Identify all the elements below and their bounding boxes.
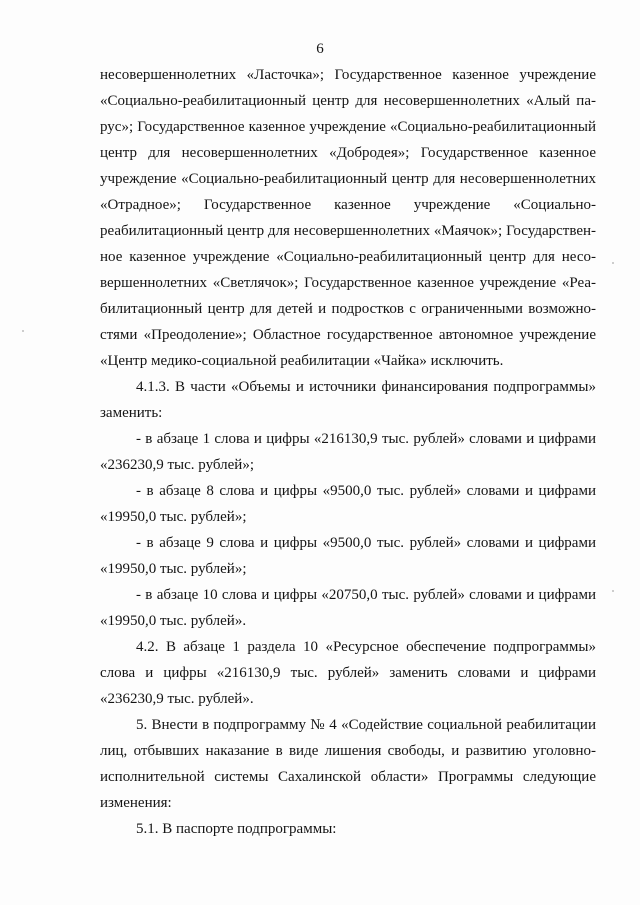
text-line: заменить: <box>100 405 163 421</box>
text-line: «236230,9 тыс. рублей»; <box>100 457 254 473</box>
text-line: центр для несовершеннолетних «Добродея»; Государственное казенное <box>100 145 596 161</box>
text-line: лиц, отбывших наказание в виде лишения свободы, и развитию уголовно- <box>100 743 596 759</box>
text-line: ное казенное учреждение «Социально-реабилитационный центр для несо- <box>100 249 596 265</box>
text-line: билитационный центр для детей и подростков с ограниченными возможно- <box>100 301 596 317</box>
page-number: 6 <box>316 41 324 57</box>
text-line: слова и цифры «216130,9 тыс. рублей» заменить словами и цифрами <box>100 665 596 681</box>
text-line: «19950,0 тыс. рублей». <box>100 613 247 629</box>
text-line: «Социально-реабилитационный центр для несовершеннолетних «Алый па- <box>100 93 596 109</box>
text-line: «19950,0 тыс. рублей»; <box>100 561 247 577</box>
text-line: 5.1. В паспорте подпрограммы: <box>136 821 337 837</box>
text-line: 4.2. В абзаце 1 раздела 10 «Ресурсное обеспечение подпрограммы» <box>136 639 596 655</box>
text-line: - в абзаце 1 слова и цифры «216130,9 тыс. рублей» словами и цифрами <box>136 431 596 447</box>
scan-speck <box>22 330 24 332</box>
text-line: - в абзаце 8 слова и цифры «9500,0 тыс. рублей» словами и цифрами <box>136 483 596 499</box>
text-line: учреждение «Социально-реабилитационный центр для несовершеннолетних <box>100 171 596 187</box>
text-line: 4.1.3. В части «Объемы и источники финансирования подпрограммы» <box>136 379 596 395</box>
text-line: «Отрадное»; Государственное казенное учреждение «Социально- <box>100 197 596 213</box>
text-line: несовершеннолетних «Ласточка»; Государственное казенное учреждение <box>100 67 596 83</box>
text-line: исполнительной системы Сахалинской области» Программы следующие <box>100 769 596 785</box>
text-line: рус»; Государственное казенное учреждение «Социально-реабилитационный <box>100 119 596 135</box>
text-line: - в абзаце 10 слова и цифры «20750,0 тыс. рублей» словами и цифрами <box>136 587 596 603</box>
text-line: реабилитационный центр для несовершеннолетних «Маячок»; Государствен- <box>100 223 596 239</box>
document-body <box>100 62 596 842</box>
text-line: - в абзаце 9 слова и цифры «9500,0 тыс. рублей» словами и цифрами <box>136 535 596 551</box>
scan-speck <box>612 590 614 592</box>
text-line: «19950,0 тыс. рублей»; <box>100 509 247 525</box>
scan-speck <box>612 262 614 264</box>
text-line: 5. Внести в подпрограмму № 4 «Содействие социальной реабилитации <box>136 717 596 733</box>
text-line: стями «Преодоление»; Областное государственное автономное учреждение <box>100 327 596 343</box>
text-line: «Центр медико-социальной реабилитации «Чайка» исключить. <box>100 353 504 369</box>
text-line: вершеннолетних «Светлячок»; Государственное казенное учреждение «Реа- <box>100 275 596 291</box>
text-line: изменения: <box>100 795 172 811</box>
text-line: «236230,9 тыс. рублей». <box>100 691 254 707</box>
